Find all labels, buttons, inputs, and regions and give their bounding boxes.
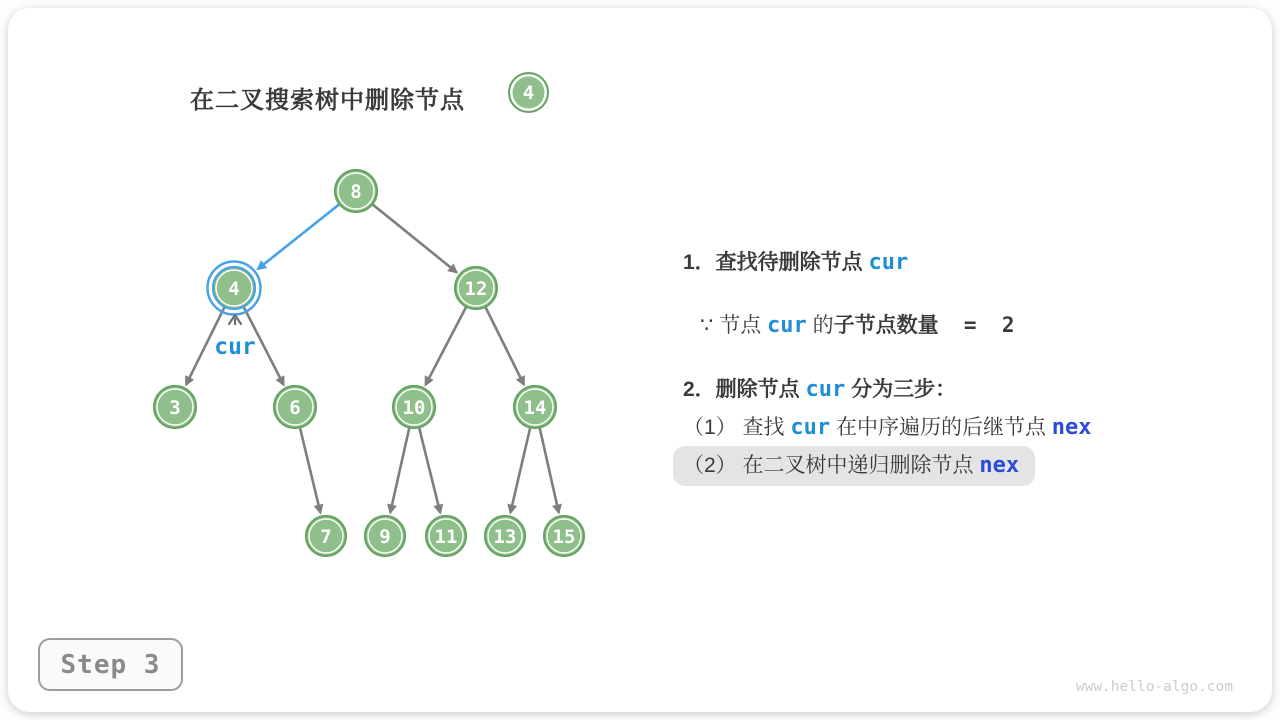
text-segment: ∵ 节点 <box>700 314 768 337</box>
text-segment: = 2 <box>938 313 1015 337</box>
explanation-panel <box>683 249 1258 486</box>
code-token-nex: nex <box>1051 415 1092 440</box>
node-value-label: 7 <box>320 526 332 548</box>
text-segment: 在中序遍历的后继节点 <box>830 416 1052 439</box>
title-node-badge: 4 <box>508 72 549 113</box>
note-line-substep-1 <box>683 414 1092 442</box>
note-line-substep-2 <box>673 446 1035 486</box>
tree-node-11 <box>426 516 466 556</box>
node-value-label: 8 <box>350 181 362 203</box>
tree-node-4 <box>208 262 261 315</box>
diagram-title: 在二叉搜索树中删除节点 <box>190 87 465 114</box>
node-value-label: 15 <box>552 526 576 548</box>
node-value-label: 4 <box>228 278 240 300</box>
code-token-cur: cur <box>805 377 846 402</box>
step-badge: Step 3 <box>38 638 183 691</box>
code-token-nex: nex <box>979 453 1020 478</box>
node-value-label: 10 <box>402 397 426 419</box>
code-token-cur: cur <box>767 313 807 338</box>
tree-node-8 <box>335 170 377 212</box>
node-value-label: 12 <box>464 278 488 300</box>
tree-node-6 <box>274 386 316 428</box>
tree-node-15 <box>544 516 584 556</box>
code-token-cur: cur <box>868 250 909 275</box>
text-segment: （1） 查找 <box>683 416 791 439</box>
cur-pointer <box>214 315 256 360</box>
text-segment: 的 <box>806 314 834 337</box>
node-value-label: 11 <box>434 526 458 548</box>
node-value-label: 13 <box>493 526 517 548</box>
tree-node-3 <box>154 386 196 428</box>
text-segment: 1．查找待删除节点 <box>683 251 869 274</box>
node-value-label: 6 <box>289 397 301 419</box>
cur-pointer-label: cur <box>214 334 256 360</box>
watermark: www.hello-algo.com <box>1075 679 1233 695</box>
tree-nodes <box>154 170 584 556</box>
node-value-label: 14 <box>523 397 547 419</box>
tree-node-10 <box>393 386 435 428</box>
text-segment: 子节点数量 <box>833 314 939 337</box>
tree-node-12 <box>455 267 497 309</box>
node-value-label: 9 <box>379 526 391 548</box>
tree-node-14 <box>514 386 556 428</box>
note-line-step2-heading <box>683 376 956 404</box>
tree-node-9 <box>365 516 405 556</box>
cur-pointer-caret-icon <box>229 315 241 324</box>
note-line-step1-heading <box>683 249 908 277</box>
text-segment: （2） 在二叉树中递归删除节点 <box>683 454 980 477</box>
text-segment: 2．删除节点 <box>683 378 806 401</box>
tree-node-13 <box>485 516 525 556</box>
text-segment: 分为三步： <box>845 378 957 401</box>
node-value-label: 3 <box>169 397 181 419</box>
note-line-reason <box>683 311 1014 340</box>
tree-node-7 <box>306 516 346 556</box>
code-token-cur: cur <box>790 415 831 440</box>
